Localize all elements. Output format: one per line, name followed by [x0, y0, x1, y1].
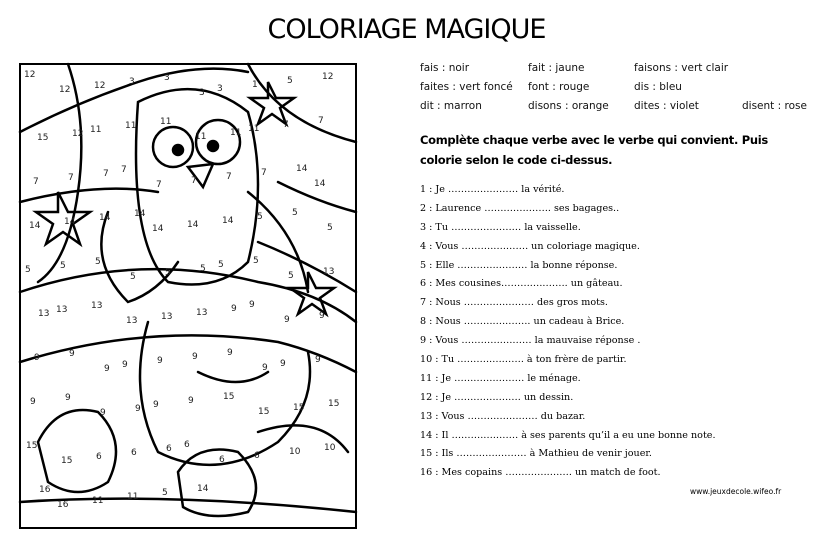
region-number: 5 — [162, 488, 168, 498]
region-number: 6 — [166, 444, 172, 454]
region-number: 5 — [287, 76, 293, 86]
region-number: 14 — [296, 164, 308, 174]
region-number: 9 — [262, 363, 268, 373]
region-number: 1 — [252, 80, 258, 90]
region-number: 5 — [253, 256, 259, 266]
region-number: 3 — [129, 77, 135, 87]
region-number: 13 — [323, 267, 335, 277]
region-number: 14 — [187, 220, 199, 230]
region-number: 9 — [319, 311, 325, 321]
region-number: 11 — [248, 124, 260, 134]
region-number: 14 — [134, 209, 146, 219]
region-number: 6 — [254, 451, 260, 461]
coloring-picture — [18, 62, 358, 530]
code-entry: dis : bleu — [634, 81, 682, 93]
code-entry: disent : rose — [742, 100, 807, 112]
region-number: 9 — [122, 360, 128, 370]
region-number: 9 — [249, 300, 255, 310]
region-number: 9 — [69, 349, 75, 359]
code-entry: fait : jaune — [528, 62, 585, 74]
region-number: 5 — [95, 257, 101, 267]
region-number: 11 — [90, 125, 102, 135]
exercise-sentence: 1 : Je ………….……… la vérité. — [420, 184, 565, 195]
code-entry: faisons : vert clair — [634, 62, 729, 74]
region-number: 9 — [231, 304, 237, 314]
region-number: 5 — [200, 264, 206, 274]
region-number: 10 — [324, 443, 336, 453]
exercise-sentence: 10 : Tu ……….….……. à ton frère de partir. — [420, 354, 627, 366]
region-number: 15 — [293, 403, 305, 413]
region-number: 15 — [61, 456, 73, 466]
region-number: 12 — [94, 81, 106, 91]
region-number: 13 — [91, 301, 103, 311]
region-number: 7 — [226, 172, 232, 182]
region-number: 13 — [126, 316, 138, 326]
region-number: 9 — [65, 393, 71, 403]
region-number: 11 — [195, 132, 207, 142]
code-row — [420, 100, 810, 119]
region-number: 9 — [284, 315, 290, 325]
region-number: 5 — [288, 271, 294, 281]
exercise-sentence: 9 : Vous ………….……… la mauvaise réponse . — [420, 335, 641, 347]
region-number: 11 — [160, 117, 172, 127]
region-number: 9 — [188, 396, 194, 406]
region-number: 14 — [64, 217, 76, 227]
region-number: 7 — [156, 180, 162, 190]
region-number: 14 — [99, 213, 111, 223]
region-number: 15 — [26, 441, 38, 451]
region-number: 12 — [322, 72, 334, 82]
region-number: 7 — [283, 120, 289, 130]
region-number: 11 — [125, 121, 137, 131]
exercise-sentence: 2 : Laurence ……….….……. ses bagages.. — [420, 202, 620, 214]
code-entry: dit : marron — [420, 100, 482, 112]
region-number: 14 — [152, 224, 164, 234]
exercise-list — [420, 184, 810, 486]
region-number: 6 — [131, 448, 137, 458]
region-number: 11 — [230, 128, 242, 138]
region-number: 16 — [57, 500, 69, 510]
exercise-sentence: 3 : Tu ………….……… la vaisselle. — [420, 221, 581, 233]
region-number: 9 — [30, 397, 36, 407]
region-number: 6 — [96, 452, 102, 462]
code-row — [420, 62, 810, 81]
region-number: 11 — [127, 492, 139, 502]
exercise-sentence: 8 : Nous ……….….……. un cadeau à Brice. — [420, 316, 625, 328]
region-number: 16 — [39, 485, 51, 495]
region-number: 5 — [327, 223, 333, 233]
region-number: 12 — [59, 85, 71, 95]
worksheet-title: COLORIAGE MAGIQUE — [267, 14, 546, 45]
exercise-sentence: 11 : Je ………….……… le ménage. — [420, 372, 581, 384]
region-number: 13 — [38, 309, 50, 319]
region-number: 9 — [104, 364, 110, 374]
region-number: 9 — [153, 400, 159, 410]
region-number: 7 — [318, 116, 324, 126]
region-number: 15 — [328, 399, 340, 409]
region-number: 12 — [72, 129, 84, 139]
color-code-legend — [420, 62, 810, 119]
exercise-sentence: 13 : Vous ………….……… du bazar. — [420, 410, 586, 422]
region-number: 14 — [314, 179, 326, 189]
region-number: 14 — [222, 216, 234, 226]
region-number: 5 — [60, 261, 66, 271]
region-number: 12 — [24, 70, 36, 80]
code-entry: dites : violet — [634, 100, 699, 112]
website-credit: www.jeuxdecole.wifeo.fr — [690, 487, 782, 496]
region-number: 7 — [103, 169, 109, 179]
region-number: 15 — [223, 392, 235, 402]
region-number: 10 — [289, 447, 301, 457]
region-number: 5 — [292, 208, 298, 218]
region-number: 7 — [33, 177, 39, 187]
region-number: 7 — [121, 165, 127, 175]
region-number: 9 — [34, 353, 40, 363]
region-number: 9 — [157, 356, 163, 366]
region-number: 5 — [218, 260, 224, 270]
region-number: 3 — [217, 84, 223, 94]
region-number: 14 — [197, 484, 209, 494]
region-number: 7 — [261, 168, 267, 178]
region-number: 5 — [25, 265, 31, 275]
region-number: 15 — [258, 407, 270, 417]
exercise-sentence: 15 : Ils ………….……… à Mathieu de venir jouer. — [420, 448, 652, 460]
code-row — [420, 81, 810, 100]
region-number: 15 — [37, 133, 49, 143]
code-entry: fais : noir — [420, 62, 470, 74]
exercise-sentence: 14 : Il ……….….……. à ses parents qu’il a eu une bonne note. — [420, 429, 716, 441]
instruction-text: Complète chaque verbe avec le verbe qui convient. Puis colorie selon le code ci-dessus. — [420, 133, 768, 167]
code-entry: disons : orange — [528, 100, 609, 112]
region-number: 11 — [92, 496, 104, 506]
region-number: 9 — [135, 404, 141, 414]
region-number: 9 — [192, 352, 198, 362]
exercise-sentence: 12 : Je ……….….……. un dessin. — [420, 391, 574, 403]
region-number: 5 — [165, 268, 171, 278]
region-number: 14 — [29, 221, 41, 231]
region-number: 6 — [219, 455, 225, 465]
code-entry: font : rouge — [528, 81, 590, 93]
region-number: 3 — [164, 73, 170, 83]
exercise-sentence: 6 : Mes cousines……….….……. un gâteau. — [420, 278, 623, 290]
region-number: 3 — [199, 88, 205, 98]
region-number: 9 — [280, 359, 286, 369]
region-number: 13 — [196, 308, 208, 318]
code-entry: faites : vert foncé — [420, 81, 513, 93]
region-number: 13 — [161, 312, 173, 322]
region-number: 6 — [184, 440, 190, 450]
exercise-sentence: 7 : Nous ………….……… des gros mots. — [420, 297, 608, 309]
region-number: 9 — [315, 355, 321, 365]
region-number: 5 — [257, 212, 263, 222]
exercise-sentence: 4 : Vous ……….….……. un coloriage magique. — [420, 240, 640, 252]
region-number: 9 — [100, 408, 106, 418]
exercise-sentence: 16 : Mes copains ……….….……. un match de foot. — [420, 467, 661, 479]
region-number: 7 — [68, 173, 74, 183]
exercise-sentence: 5 : Elle ………….……… la bonne réponse. — [420, 259, 618, 271]
region-number: 13 — [56, 305, 68, 315]
region-number: 7 — [191, 176, 197, 186]
region-number: 9 — [227, 348, 233, 358]
region-number: 5 — [130, 272, 136, 282]
